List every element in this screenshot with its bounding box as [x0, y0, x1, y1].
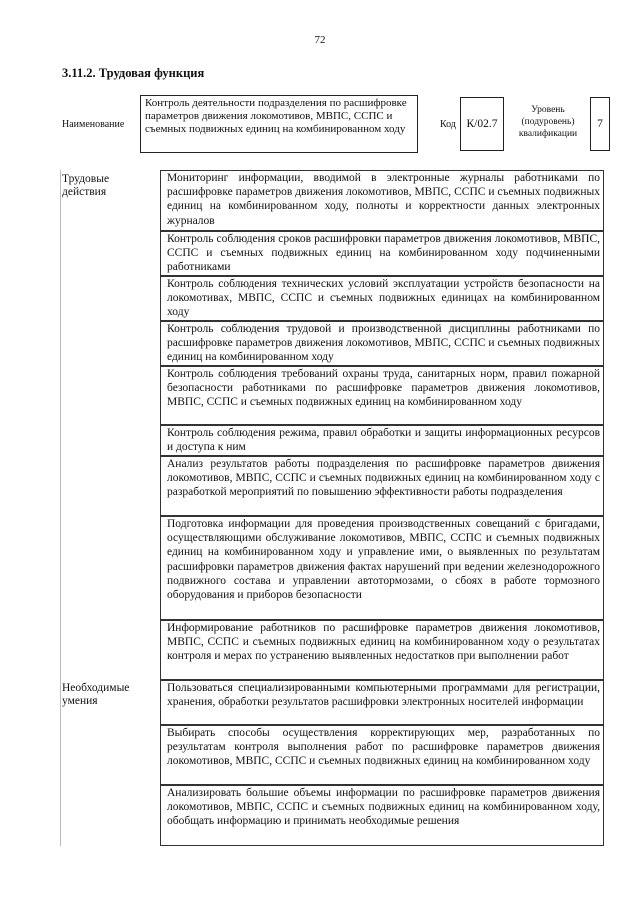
labor-action-item: Контроль соблюдения сроков расшифровки параметров движения локомотивов, МВПС, ССПС и съемных подвижных единиц на комбинированном ходу подчиненными работниками [160, 231, 604, 276]
labor-action-item: Информирование работников по расшифровке параметров движения локомотивов, МВПС, ССПС и съемных подвижных единиц на комбинированном ходу о результатах контроля и мерах по устранению выявленных недостатков при выполнении работ [160, 620, 604, 680]
labor-action-item: Контроль соблюдения технических условий эксплуатации устройств безопасности на локомотивах, МВПС, ССПС и съемных подвижных единицах на комбинированном ходу [160, 276, 604, 321]
table-left-rule [60, 170, 61, 846]
section-title: 3.11.2. Трудовая функция [62, 66, 205, 80]
labor-actions-label: Трудовые действия [62, 173, 110, 198]
code-label: Код [440, 119, 456, 130]
qualification-level-value: 7 [590, 97, 610, 151]
required-skill-item: Анализировать большие объемы информации по расшифровке параметров движения локомотивов, МВПС, ССПС и съемных подвижных единиц на комбинированном ходу, обобщать информацию и принимать необходимые решения [160, 785, 604, 846]
required-skill-item: Пользоваться специализированными компьютерными программами для регистрации, хранения, обработки результатов расшифровки электронных носителей информации [160, 680, 604, 725]
function-header [62, 93, 610, 157]
labor-action-item: Подготовка информации для проведения производственных совещаний с бригадами, осуществляющими обслуживание локомотивов, МВПС, ССПС и съемных подвижных единиц на комбинированном ходу и управление ими, о выявленных по результатам расшифровки параметров движения фактах нарушений при ведении железнодорожного подвижного состава и управлении автотормозами, о сбоях в работе тормозного оборудования и приборов безопасности [160, 516, 604, 620]
page-number: 72 [314, 34, 326, 46]
labor-action-item: Контроль соблюдения режима, правил обработки и защиты информационных ресурсов и доступа к ним [160, 425, 604, 456]
name-label: Наименование [62, 119, 125, 130]
qualification-level-label: Уровень (подуровень) квалификации [518, 105, 578, 139]
required-skills-label: Необходимые умения [62, 682, 130, 707]
labor-action-item: Контроль соблюдения требований охраны труда, санитарных норм, правил пожарной безопасности работниками по расшифровке параметров движения локомотивов, МВПС, ССПС и съемных подвижных единиц на комбинированном ходу [160, 366, 604, 425]
function-name: Контроль деятельности подразделения по расшифровке параметров движения локомотивов, МВПС, ССПС и съемных подвижных единиц на комбинированном ходу [140, 95, 418, 153]
labor-action-item: Анализ результатов работы подразделения по расшифровке параметров движения локомотивов, МВПС, ССПС и съемных подвижных единиц на комбинированном ходу с разработкой мероприятий по повышению эффективности работы подразделения [160, 456, 604, 516]
labor-action-item: Контроль соблюдения трудовой и производственной дисциплины работниками по расшифровке параметров движения локомотивов, МВПС, ССПС и съемных подвижных единиц на комбинированном ходу [160, 321, 604, 366]
required-skill-item: Выбирать способы осуществления корректирующих мер, разработанных по результатам контроля выполнения работ по расшифровке параметров движения локомотивов, МВПС, ССПС и съемных подвижных единиц на комбинированном ходу [160, 725, 604, 785]
function-code: К/02.7 [460, 97, 504, 151]
labor-action-item: Мониторинг информации, вводимой в электронные журналы работниками по расшифровке параметров движения локомотивов, МВПС, ССПС и съемных подвижных единиц на комбинированном ходу, полноты и корректности данных электронных журналов [160, 170, 604, 231]
